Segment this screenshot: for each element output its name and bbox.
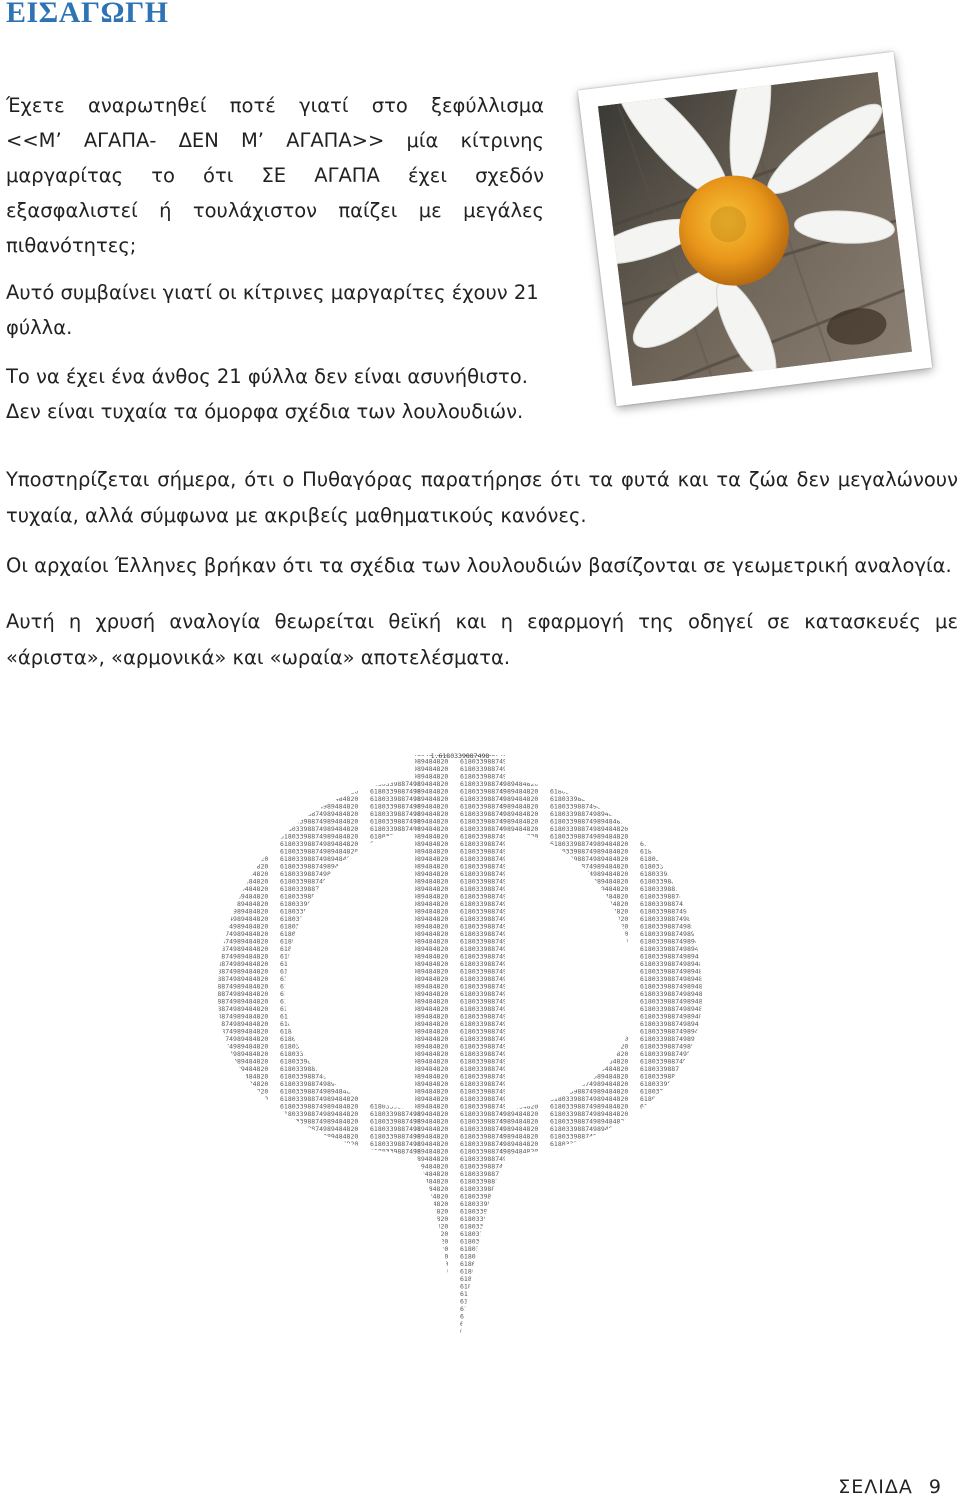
page-number-footer: [838, 1476, 942, 1498]
paragraph-6: Αυτή η χρυσή αναλογία θεωρείται θεϊκή και η εφαρμογή της οδηγεί σε κατασκευές με «άριστα», «αρμονικά» και «ωραία» αποτελέσματα.: [6, 610, 958, 669]
paragraph-1: [6, 88, 544, 263]
page-number: 9: [928, 1476, 942, 1498]
paragraph-4: Υποστηρίζεται σήμερα, ότι ο Πυθαγόρας παρατήρησε ότι τα φυτά και τα ζώα δεν μεγαλώνουν τυχαία, αλλά σύμφωνα με ακριβείς μαθηματικούς κανόνες.: [6, 468, 958, 527]
paragraph-5: Οι αρχαίοι Έλληνες βρήκαν ότι τα σχέδια των λουλουδιών βασίζονται σε γεωμετρική αναλογία.: [6, 554, 952, 577]
phi-top-number: 1.6180339887498: [430, 752, 490, 760]
paragraph-1-line: εξασφαλιστεί ή τουλάχιστον παίζει με μεγάλες: [6, 199, 544, 222]
paragraph-1-line: Έχετε αναρωτηθεί ποτέ γιατί στο ξεφύλλισμα: [6, 94, 544, 117]
paragraph-3: [6, 359, 544, 429]
golden-ratio-phi-figure: [190, 750, 750, 1360]
daisy-photo: [578, 52, 932, 406]
paragraph-1-line: μαργαρίτας το ότι ΣΕ ΑΓΑΠΑ έχει σχεδόν: [6, 164, 544, 187]
paragraph-2-line: Αυτό συμβαίνει γιατί οι κίτρινες μαργαρίτες έχουν 21: [6, 281, 539, 304]
paragraph-3-line: Δεν είναι τυχαία τα όμορφα σχέδια των λουλουδιών.: [6, 400, 524, 423]
paragraph-2-line: φύλλα.: [6, 316, 73, 339]
paragraph-1-line: πιθανότητες;: [6, 234, 137, 257]
intro-text-block: [6, 88, 544, 429]
daisy-image: [598, 72, 912, 386]
page-label: ΣΕΛΙΔΑ: [838, 1476, 913, 1498]
paragraph-3-line: Το να έχει ένα άνθος 21 φύλλα δεν είναι ασυνήθιστο.: [6, 365, 528, 388]
paragraph-1-line: <<Μ’ ΑΓΑΠΑ- ΔΕΝ Μ’ ΑΓΑΠΑ>> μία κίτρινης: [6, 129, 544, 152]
phi-left-bowl: [218, 780, 420, 1155]
phi-right-bowl: [500, 780, 702, 1155]
paragraph-2: [6, 275, 544, 345]
phi-stem: [415, 755, 505, 1355]
page-heading: ΕΙΣΑΓΩΓΗ: [6, 0, 169, 29]
